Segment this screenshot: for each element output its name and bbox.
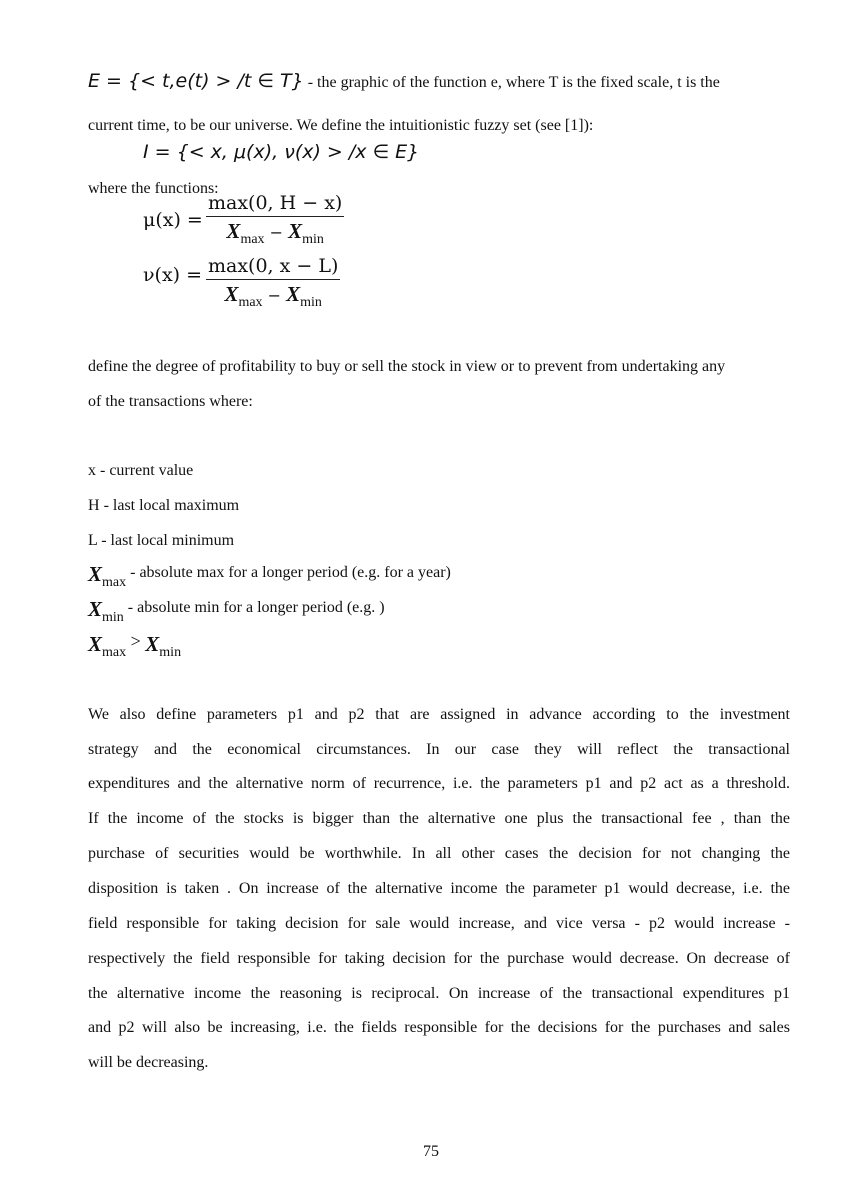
xmax-sub: max bbox=[102, 645, 127, 660]
definition-text: - absolute max for a longer period (e.g. for a year) bbox=[126, 564, 451, 581]
xmax-sub: max bbox=[102, 575, 127, 590]
xmin-sub: min bbox=[102, 610, 124, 625]
para3-line: expenditures and the alternative norm of recurrence, i.e. the parameters p1 and p2 act as a threshold. bbox=[88, 775, 790, 792]
para1-line1-text: - the graphic of the function e, where T is the fixed scale, t is the bbox=[303, 74, 720, 91]
mu-lhs: μ(x) = bbox=[143, 209, 203, 231]
mu-denominator bbox=[226, 217, 324, 247]
para3-line: We also define parameters p1 and p2 that are assigned in advance according to the investment bbox=[88, 706, 790, 723]
para1-line2: current time, to be our universe. We define the intuitionistic fuzzy set (see [1]): bbox=[88, 117, 594, 134]
xmin-symbol: X bbox=[286, 282, 301, 306]
definition-text: - absolute min for a longer period (e.g. ) bbox=[123, 599, 385, 616]
definition-L bbox=[88, 532, 234, 550]
xmin-sub: min bbox=[302, 232, 324, 247]
mu-fraction bbox=[206, 192, 344, 247]
nu-lhs: ν(x) = bbox=[143, 264, 203, 286]
xmin-symbol: X bbox=[88, 597, 103, 621]
para3-line: the alternative income the reasoning is reciprocal. On increase of the transactional expenditures p1 bbox=[88, 985, 790, 1002]
para3-line: and p2 will also be increasing, i.e. the fields responsible for the decisions for the purchases and sales bbox=[88, 1019, 790, 1036]
inequality bbox=[88, 631, 182, 660]
definition-H bbox=[88, 497, 239, 515]
xmin-sub: min bbox=[159, 645, 182, 660]
formula-I: I = {< x, μ(x), ν(x) > /x ∈ E} bbox=[143, 141, 420, 163]
definition-x bbox=[88, 462, 193, 480]
xmin-symbol: X bbox=[145, 632, 160, 656]
definition-term: x bbox=[88, 462, 96, 479]
xmin-sub: min bbox=[300, 295, 322, 310]
minus-sign: − bbox=[264, 223, 289, 242]
definition-term: L bbox=[88, 532, 98, 549]
para3-line: purchase of securities would be worthwhile. In all other cases the decision for not changing the bbox=[88, 845, 790, 862]
greater-than: > bbox=[126, 631, 146, 651]
para2-line1: define the degree of profitability to buy or sell the stock in view or to prevent from undertaking any bbox=[88, 358, 726, 375]
para3-line: will be decreasing. bbox=[88, 1054, 209, 1071]
xmax-symbol: X bbox=[88, 632, 103, 656]
nu-denominator bbox=[224, 280, 322, 310]
para3-line: strategy and the economical circumstances. In our case they will reflect the transactional bbox=[88, 741, 790, 758]
xmax-sub: max bbox=[240, 232, 265, 247]
xmax-sub: max bbox=[238, 295, 263, 310]
nu-numerator: max(0, x − L) bbox=[206, 255, 340, 280]
where-functions-label: where the functions: bbox=[88, 180, 219, 197]
definition-text: - last local minimum bbox=[97, 532, 235, 549]
mu-numerator: max(0, H − x) bbox=[206, 192, 344, 217]
nu-fraction bbox=[206, 255, 340, 310]
para3-line: disposition is taken . On increase of the alternative income the parameter p1 would decrease, i.e. the bbox=[88, 880, 790, 897]
para3-line: If the income of the stocks is bigger than the alternative one plus the transactional fee , than the bbox=[88, 810, 790, 827]
para3-line: field responsible for taking decision for sale would increase, and vice versa - p2 would increase - bbox=[88, 915, 790, 932]
definition-xmin bbox=[88, 597, 385, 625]
page-number: 75 bbox=[423, 1143, 439, 1160]
definition-text: - current value bbox=[96, 462, 194, 479]
xmax-symbol: X bbox=[224, 282, 239, 306]
para3-line: respectively the field responsible for taking decision for the purchase would decrease. On decrease of bbox=[88, 950, 790, 967]
para1-line1 bbox=[88, 70, 720, 92]
para2-line2: of the transactions where: bbox=[88, 393, 253, 410]
definition-text: - last local maximum bbox=[99, 497, 240, 514]
xmax-symbol: X bbox=[226, 219, 241, 243]
formula-E: E = {< t,e(t) > /t ∈ T} bbox=[88, 70, 304, 92]
definition-xmax bbox=[88, 562, 451, 590]
xmin-symbol: X bbox=[288, 219, 303, 243]
minus-sign: − bbox=[262, 286, 287, 305]
definition-term: H bbox=[88, 497, 100, 514]
xmax-symbol: X bbox=[88, 562, 103, 586]
